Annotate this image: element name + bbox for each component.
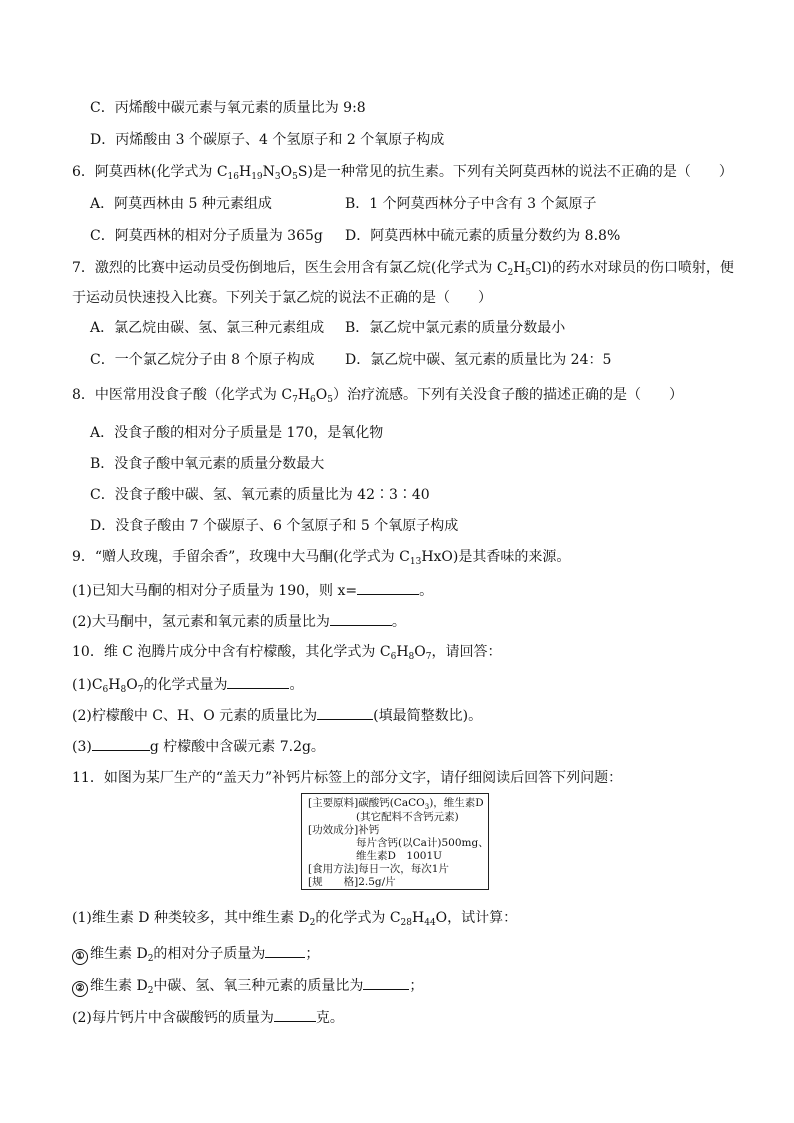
q11-sub2: ② 维生素 $D_2$中碳、氢、氧三种元素的质量比为 ； — [72, 975, 423, 998]
q7-option-d: D．氯乙烷中碳、氢元素的质量比为 24：5 — [345, 352, 612, 368]
label-line-other: (其它配料不含钙元素) — [356, 811, 459, 823]
q7-stem-line1: 7．激烈的比赛中运动员受伤倒地后，医生会用含有氯乙烷(化学式为 $C_2H_5Cl$)的药水对球员的伤口喷射，便 — [72, 260, 734, 278]
q9-stem: 9．“赠人玫瑰，手留余香”，玫瑰中大马酮(化学式为 $C_{13}HxO$)是其香味的来源。 — [72, 549, 571, 567]
q11-part1: (1)维生素 D 种类较多，其中维生素 $D_2$的化学式为 $C_{28}H_{44}O$，试计算： — [72, 910, 518, 928]
q11-blank-2[interactable] — [363, 975, 409, 990]
label-line-vitamin-d: 维生素D 1001U — [356, 850, 442, 862]
circled-number-1: ① — [72, 949, 88, 965]
q6-option-a: A．阿莫西林由 5 种元素组成 — [90, 196, 272, 212]
q10-part3: (3) g 柠檬酸中含碳元素 7.2g。 — [72, 736, 325, 757]
supplement-label-box — [301, 793, 489, 890]
q6-stem: 6．阿莫西林(化学式为 $C_{16}H_{19}N_3O_5S$)是一种常见的抗生素。下列有关阿莫西林的说法不正确的是（ ） — [72, 164, 733, 182]
q9-part1: (1)已知大马酮的相对分子质量为 190，则 x= 。 — [72, 580, 433, 601]
q5-option-c: C．丙烯酸中碳元素与氧元素的质量比为 9:8 — [90, 100, 366, 116]
label-line-ingredients: [主要原料]碳酸钙(CaCO$_3$)，维生素D — [308, 797, 484, 811]
q10-blank-3[interactable] — [92, 736, 150, 751]
q10-stem: 10．维 C 泡腾片成分中含有柠檬酸，其化学式为 $C_6H_8O_7$，请回答： — [72, 644, 502, 662]
q7-option-c: C．一个氯乙烷分子由 8 个原子构成 — [90, 352, 315, 368]
q5-option-d: D．丙烯酸由 3 个碳原子、4 个氢原子和 2 个氧原子构成 — [90, 132, 445, 148]
q11-blank-3[interactable] — [274, 1007, 316, 1022]
q6-option-d: D．阿莫西林中硫元素的质量分数约为 8.8% — [345, 228, 621, 244]
label-line-usage: [食用方法]每日一次，每次1片 — [308, 863, 449, 875]
q7-option-a: A．氯乙烷由碳、氢、氯三种元素组成 — [90, 320, 325, 336]
q8-option-d: D．没食子酸由 7 个碳原子、6 个氢原子和 5 个氧原子构成 — [90, 518, 459, 534]
q11-stem: 11．如图为某厂生产的“盖天力”补钙片标签上的部分文字，请仔细阅读后回答下列问题： — [72, 770, 623, 786]
q7-option-b: B．氯乙烷中氯元素的质量分数最小 — [345, 320, 566, 336]
label-line-calcium: 每片含钙(以Ca计)500mg、 — [356, 837, 489, 849]
q8-stem: 8．中医常用没食子酸（化学式为 $C_7H_6O_5$）治疗流感。下列有关没食子酸的描述正确的是（ ） — [72, 387, 683, 405]
q10-part1: $(1)C_6H_8O_7$的化学式量为 。 — [72, 674, 303, 697]
q9-blank-2[interactable] — [330, 611, 392, 626]
q10-part2: (2)柠檬酸中 C、H、O 元素的质量比为 (填最简整数比)。 — [72, 705, 482, 726]
q9-part2: (2)大马酮中，氢元素和氧元素的质量比为 。 — [72, 611, 406, 632]
q10-blank-1[interactable] — [227, 674, 289, 689]
label-line-spec: [规 格]2.5g/片 — [308, 876, 396, 888]
q8-option-c: C．没食子酸中碳、氢、氧元素的质量比为 42∶3∶40 — [90, 487, 430, 503]
q10-blank-2[interactable] — [317, 705, 373, 720]
q7-stem-line2: 于运动员快速投入比赛。下列关于氯乙烷的说法不正确的是（ ） — [72, 290, 492, 306]
q9-blank-1[interactable] — [357, 580, 419, 595]
q8-option-a: A．没食子酸的相对分子质量是 170，是氧化物 — [90, 425, 384, 441]
q11-sub1: ① 维生素 $D_2$的相对分子质量为 ； — [72, 943, 319, 966]
q6-option-c: C．阿莫西林的相对分子质量为 365g — [90, 228, 323, 244]
circled-number-2: ② — [72, 981, 88, 997]
q8-option-b: B．没食子酸中氧元素的质量分数最大 — [90, 456, 325, 472]
label-line-function: [功效成分]补钙 — [308, 824, 380, 836]
q11-part2: (2)每片钙片中含碳酸钙的质量为 克。 — [72, 1007, 344, 1028]
q6-option-b: B．1 个阿莫西林分子中含有 3 个氮原子 — [345, 196, 597, 212]
q11-blank-1[interactable] — [265, 943, 305, 958]
